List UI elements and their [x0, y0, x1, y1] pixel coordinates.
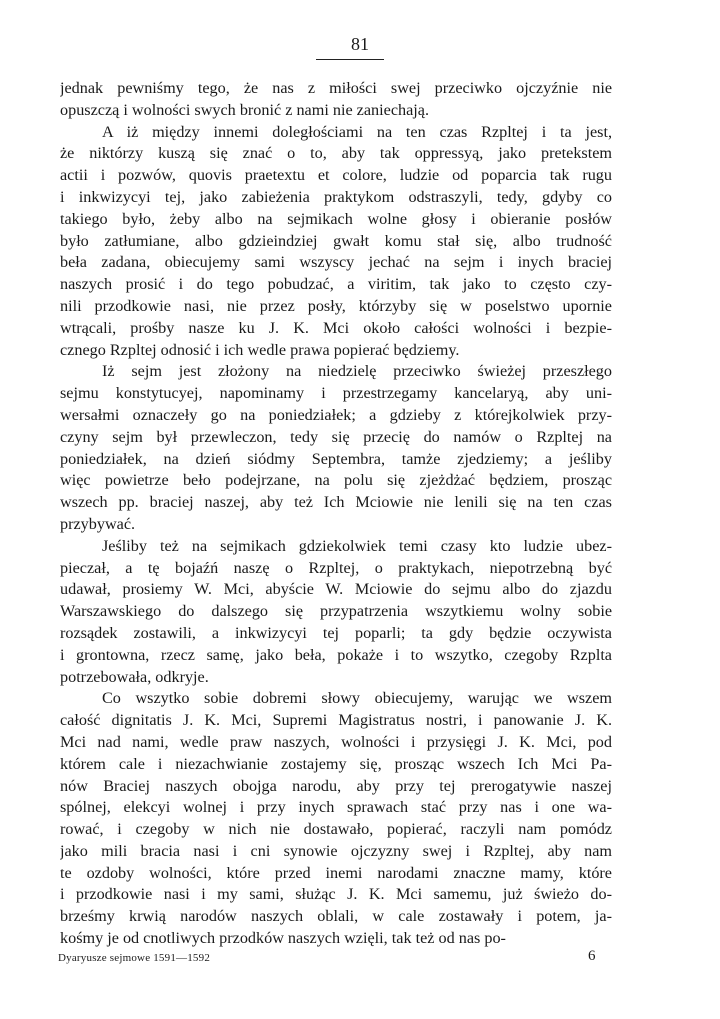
text-line: nów Braciej naszych obojga narodu, aby przy tej prerogatywie naszej: [60, 776, 612, 795]
text-line: Mci nad nami, wedle praw naszych, wolności i przysięgi J. K. Mci, pod: [60, 732, 612, 751]
paragraph: [60, 536, 612, 689]
text-line: sejmu konstytucyej, napominamy i przestrzegamy kancelaryą, aby uni-: [60, 384, 612, 403]
text-line: beła zadana, obiecujemy sami wszyscy jechać na sejm i inych braciej: [60, 253, 612, 272]
text-line: czyny sejm był przewleczon, tedy się przecię do namów o Rzpltej na: [60, 427, 612, 446]
text-line: było zatłumiane, albo gdzieindziej gwałt komu stał się, albo trudność: [60, 231, 612, 250]
text-line: że niktórzy kuszą się znać o to, aby tak oppressyą, jako pretekstem: [60, 144, 612, 163]
text-line: pieczał, a tę bojaźń naszę o Rzpltej, o praktykach, niepotrzebną być: [60, 558, 612, 577]
text-line: którem cale i niezachwianie zostajemy się, prosząc wszech Ich Mci Pa-: [60, 754, 612, 773]
text-line: spólnej, elekcyi wolnej i przy inych sprawach stać przy nas i one wa-: [60, 798, 612, 817]
text-line: poniedziałek, na dzień siódmy Septembra, tamże zjedziemy; a jeśliby: [60, 449, 612, 468]
text-line: brześmy krwią narodów naszych oblali, w cale zostawały i potem, ja-: [60, 907, 612, 926]
text-line: wtrącali, prośby nasze ku J. K. Mci około całości wolności i bezpie-: [60, 318, 612, 337]
text-line: kośmy je od cnotliwych przodków naszych wzięli, tak też od nas po-: [60, 929, 506, 948]
paragraph: [60, 122, 612, 362]
text-line: Co wszytko sobie dobremi słowy obiecujemy, warując we wszem: [102, 689, 612, 708]
text-line: opuszczą i wolności swych bronić z nami nie zaniechają.: [60, 100, 430, 119]
text-line: A iż między innemi doległościami na ten czas Rzpltej i ta jest,: [102, 122, 612, 141]
text-line: takiego było, żeby albo na sejmikach wolne głosy i obieranie posłów: [60, 209, 612, 228]
text-line: wersałmi oznaczeły go na poniedziałek; a gdzieby z którejkolwiek przy-: [60, 405, 612, 424]
text-line: naszych prosić i do tego pobudzać, a viritim, tak jako to często czy-: [60, 275, 612, 294]
header-rule: [316, 59, 384, 60]
text-line: i przodkowie nasi i my sami, służąc J. K. Mci samemu, już świeżo do-: [60, 885, 612, 904]
text-line: więc powietrze beło podejrzane, na polu się zjeżdżać będziem, prosząc: [60, 471, 612, 490]
text-line: actii i pozwów, quovis praetextu et colore, ludzie od poparcia tak rugu: [60, 166, 612, 185]
text-line: rować, i czegoby w nich nie dostawało, popierać, raczyli nam pomódz: [60, 820, 612, 839]
text-line: cznego Rzpltej odnosić i ich wedle prawa popierać będziemy.: [60, 340, 460, 359]
text-line: jednak pewniśmy tego, że nas z miłości swej przeciwko ojczyźnie nie: [60, 79, 612, 97]
text-line: nili przodkowie nasi, nie przez posły, którzyby się w poselstwo upornie: [60, 296, 612, 315]
paragraph: [60, 688, 612, 950]
text-line: całość dignitatis J. K. Mci, Supremi Magistratus nostri, i panowanie J. K.: [60, 711, 612, 730]
text-line: te ozdoby wolności, które przed inemi narodami znaczne mamy, które: [60, 863, 612, 882]
footer-source: Dyaryusze sejmowe 1591—1592: [58, 952, 211, 964]
page-number: 81: [351, 34, 369, 54]
text-line: i inkwizycyi tej, jako zabieżenia praktykom odstraszyli, tedy, gdyby co: [60, 187, 612, 206]
body-text: [60, 78, 612, 950]
text-line: Iż sejm jest złożony na niedzielę przeciwko świeżej przeszłego: [102, 362, 612, 381]
text-line: rozsądek zostawili, a inkwizycyi tej poparli; ta gdy będzie oczywista: [60, 623, 612, 642]
text-line: wszech pp. braciej naszej, aby też Ich Mciowie nie lenili się na ten czas: [60, 493, 612, 512]
text-line: Jeśliby też na sejmikach gdziekolwiek temi czasy kto ludzie ubez-: [102, 536, 612, 555]
paragraph: [60, 78, 612, 122]
footer-signature-mark: 6: [588, 948, 596, 964]
text-line: przybywać.: [60, 514, 136, 533]
text-line: udawał, prosiemy W. Mci, abyście W. Mciowie do sejmu albo do zjazdu: [60, 580, 612, 599]
text-line: i grontowna, rzecz samę, jako beła, pokaże i to wszytko, czegoby Rzplta: [60, 645, 612, 664]
paragraph: [60, 361, 612, 535]
text-line: potrzebowała, odkryje.: [60, 667, 209, 686]
text-line: Warszawskiego do dalszego się przypatrzenia wszytkiemu wolny sobie: [60, 602, 612, 621]
text-line: jako mili bracia nasi i cni synowie ojczyzny swej i Rzpltej, aby nam: [60, 841, 612, 860]
